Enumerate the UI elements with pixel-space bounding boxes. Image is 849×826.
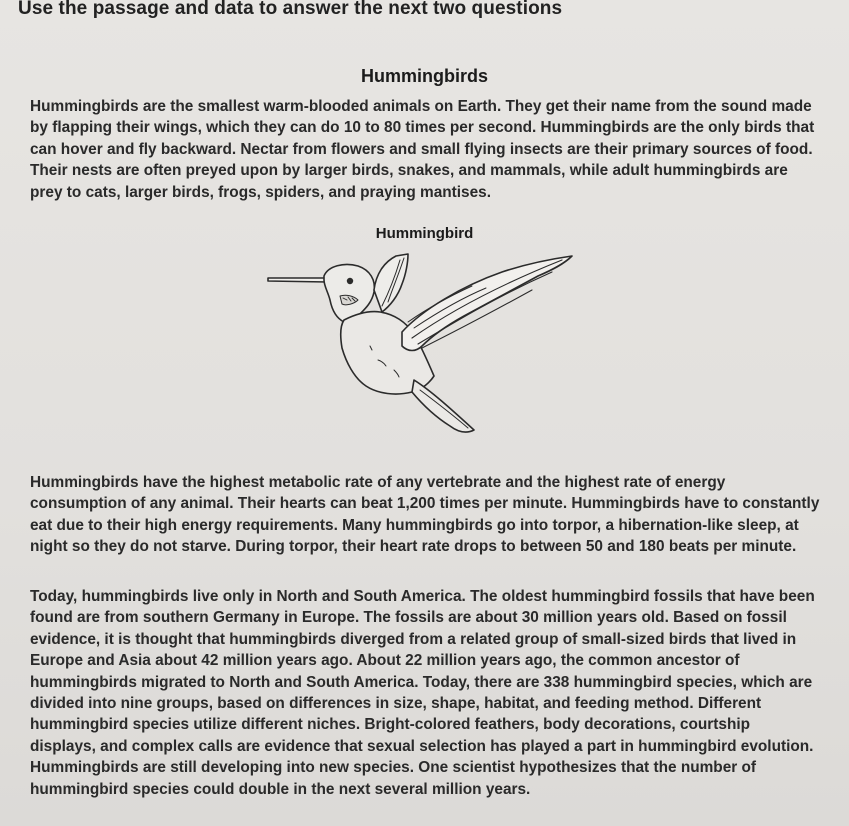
paragraph-3: Today, hummingbirds live only in North and South America. The oldest hummingbird fossils that have been found are from southern Germany in Europe. The fossils are about 30 million years old. Based on fossil evidence, it is thought that hummingbirds diverged from a related group of small-sized birds that lived in Europe and Asia about 42 million years ago. About 22 million years ago, the common ancestor of hummingbirds migrated to North and South America. Today, there are 338 hummingbird species, which are divided into nine groups, based on differences in size, shape, habitat, and feeding method. Different hummingbird species utilize different niches. Bright-colored feathers, body decorations, courtship displays, and complex calls are evidence that sexual selection has played a part in hummingbird evolution. Hummingbirds are still developing into new species. One scientist hypothesizes that the number of hummingbird species could double in the next several million years. [30, 588, 815, 798]
passage-title: Hummingbirds [360, 66, 488, 86]
figure-title: Hummingbird [375, 225, 474, 242]
paragraph-1: Hummingbirds are the smallest warm-blooded animals on Earth. They get their name from the sound made by flapping their wings, which they can do 10 to 80 times per second. Hummingbirds are the only birds that can hover and fly backward. Nectar from flowers and small flying insects are their primary sources of food. Their nests are often preyed upon by larger birds, snakes, and mammals, while adult hummingbirds are prey to cats, larger birds, frogs, spiders, and praying mantises. [30, 98, 815, 201]
hummingbird-icon [262, 250, 582, 440]
instruction-text: Use the passage and data to answer the next two questions [18, 0, 563, 19]
paragraph-2: Hummingbirds have the highest metabolic rate of any vertebrate and the highest rate of energy consumption of any animal. Their hearts can beat 1,200 times per minute. Hummingbirds have to constantly eat due to their high energy requirements. Many hummingbirds go into torpor, a hibernation-like sleep, at night so they do not starve. During torpor, their heart rate drops to between 50 and 180 beats per minute. [30, 474, 820, 556]
